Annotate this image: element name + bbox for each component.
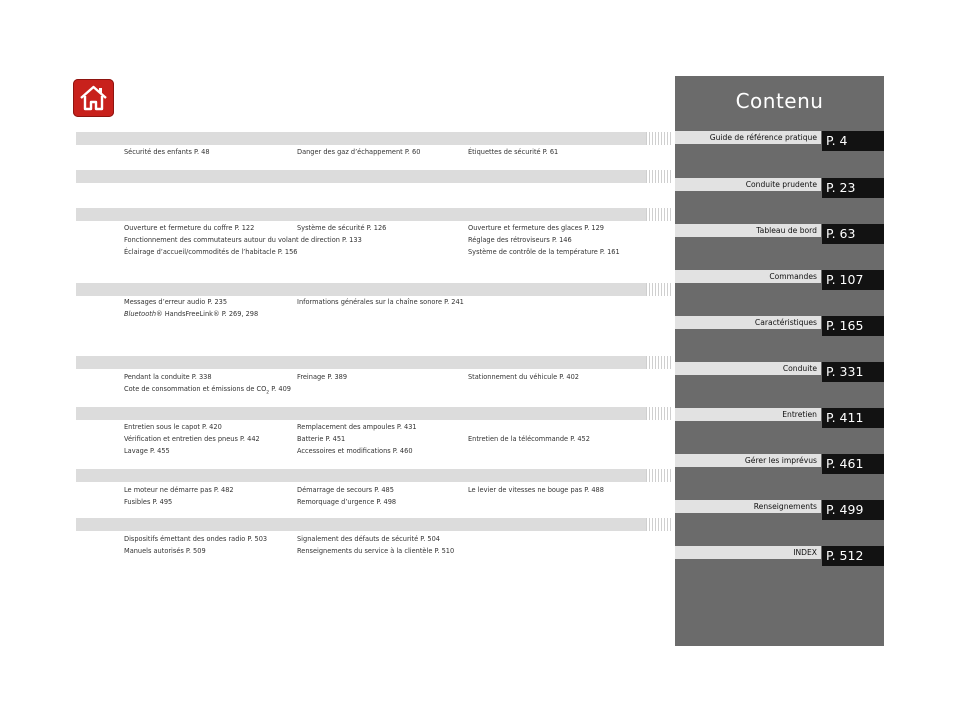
chapter-tab-page[interactable]: P. 512: [822, 546, 884, 566]
toc-link[interactable]: Dispositifs émettant des ondes radio P. 503: [124, 535, 268, 543]
section-band-4[interactable]: [76, 283, 646, 296]
toc-link[interactable]: Système de sécurité P. 126: [297, 224, 387, 232]
toc-link[interactable]: Remplacement des ampoules P. 431: [297, 423, 417, 431]
section-band-3[interactable]: [76, 208, 646, 221]
toc-link[interactable]: Sécurité des enfants P. 48: [124, 148, 210, 156]
section-band-7[interactable]: [76, 469, 646, 482]
toc-link-text: P. 409: [269, 385, 291, 393]
section-band-2[interactable]: [76, 170, 646, 183]
chapter-tab-label[interactable]: Conduite prudente: [675, 178, 821, 191]
chapter-tab-page[interactable]: P. 411: [822, 408, 884, 428]
toc-link[interactable]: Démarrage de secours P. 485: [297, 486, 394, 494]
toc-link[interactable]: Entretien sous le capot P. 420: [124, 423, 222, 431]
toc-link[interactable]: Lavage P. 455: [124, 447, 170, 455]
toc-link[interactable]: [124, 310, 258, 318]
toc-link[interactable]: Remorquage d’urgence P. 498: [297, 498, 397, 506]
band-stripes: [646, 407, 672, 420]
chapter-tab-label[interactable]: Commandes: [675, 270, 821, 283]
chapter-tab-page[interactable]: P. 499: [822, 500, 884, 520]
toc-link[interactable]: Entretien de la télécommande P. 452: [468, 435, 590, 443]
toc-link[interactable]: Pendant la conduite P. 338: [124, 373, 212, 381]
chapter-tab-page[interactable]: P. 23: [822, 178, 884, 198]
toc-link[interactable]: Éclairage d’accueil/commodités de l’habitacle P. 156: [124, 248, 298, 256]
band-stripes: [646, 283, 672, 296]
bluetooth-text: Bluetooth®: [124, 310, 163, 318]
toc-link[interactable]: Batterie P. 451: [297, 435, 346, 443]
toc-link[interactable]: Manuels autorisés P. 509: [124, 547, 206, 555]
toc-link[interactable]: Freinage P. 389: [297, 373, 348, 381]
panel-title: Contenu: [735, 89, 824, 113]
chapter-tab-label[interactable]: INDEX: [675, 546, 821, 559]
band-stripes: [646, 518, 672, 531]
chapter-tab-label[interactable]: Guide de référence pratique: [675, 131, 821, 144]
chapter-tab-label[interactable]: Tableau de bord: [675, 224, 821, 237]
band-stripes: [646, 356, 672, 369]
band-stripes: [646, 132, 672, 145]
chapter-tab-label[interactable]: Caractéristiques: [675, 316, 821, 329]
toc-link[interactable]: Stationnement du véhicule P. 402: [468, 373, 579, 381]
toc-link[interactable]: Informations générales sur la chaîne sonore P. 241: [297, 298, 464, 306]
toc-link-text: HandsFreeLink® P. 269, 298: [162, 310, 259, 318]
toc-link[interactable]: Signalement des défauts de sécurité P. 504: [297, 535, 440, 543]
toc-link[interactable]: Ouverture et fermeture des glaces P. 129: [468, 224, 604, 232]
band-stripes: [646, 469, 672, 482]
section-band-5[interactable]: [76, 356, 646, 369]
toc-link[interactable]: Danger des gaz d’échappement P. 60: [297, 148, 421, 156]
toc-link[interactable]: Fonctionnement des commutateurs autour du volant de direction P. 133: [124, 236, 362, 244]
toc-link[interactable]: Étiquettes de sécurité P. 61: [468, 148, 559, 156]
toc-link[interactable]: [124, 385, 291, 395]
chapter-tab-page[interactable]: P. 461: [822, 454, 884, 474]
chapter-tab-label[interactable]: Entretien: [675, 408, 821, 421]
toc-link[interactable]: Vérification et entretien des pneus P. 442: [124, 435, 260, 443]
chapter-tab-label[interactable]: Conduite: [675, 362, 821, 375]
toc-link[interactable]: Fusibles P. 495: [124, 498, 173, 506]
home-icon: [78, 83, 109, 113]
chapter-tab-page[interactable]: P. 63: [822, 224, 884, 244]
toc-link[interactable]: Accessoires et modifications P. 460: [297, 447, 413, 455]
band-stripes: [646, 170, 672, 183]
toc-link[interactable]: Renseignements du service à la clientèle P. 510: [297, 547, 455, 555]
toc-link[interactable]: Le levier de vitesses ne bouge pas P. 488: [468, 486, 604, 494]
chapter-tab-page[interactable]: P. 165: [822, 316, 884, 336]
toc-link[interactable]: Réglage des rétroviseurs P. 146: [468, 236, 572, 244]
section-band-6[interactable]: [76, 407, 646, 420]
section-band-8[interactable]: [76, 518, 646, 531]
section-band-1[interactable]: [76, 132, 646, 145]
chapter-tab-page[interactable]: P. 107: [822, 270, 884, 290]
subscript: 2: [266, 390, 270, 396]
chapter-tab-label[interactable]: Renseignements: [675, 500, 821, 513]
toc-link[interactable]: Système de contrôle de la température P. 161: [468, 248, 620, 256]
toc-link[interactable]: Ouverture et fermeture du coffre P. 122: [124, 224, 255, 232]
chapter-tab-page[interactable]: P. 331: [822, 362, 884, 382]
band-stripes: [646, 208, 672, 221]
toc-link-text: Cote de consommation et émissions de CO: [124, 385, 267, 393]
home-button[interactable]: [73, 79, 114, 117]
chapter-tab-label[interactable]: Gérer les imprévus: [675, 454, 821, 467]
toc-link[interactable]: Le moteur ne démarre pas P. 482: [124, 486, 234, 494]
toc-link[interactable]: Messages d’erreur audio P. 235: [124, 298, 228, 306]
chapter-tab-page[interactable]: P. 4: [822, 131, 884, 151]
